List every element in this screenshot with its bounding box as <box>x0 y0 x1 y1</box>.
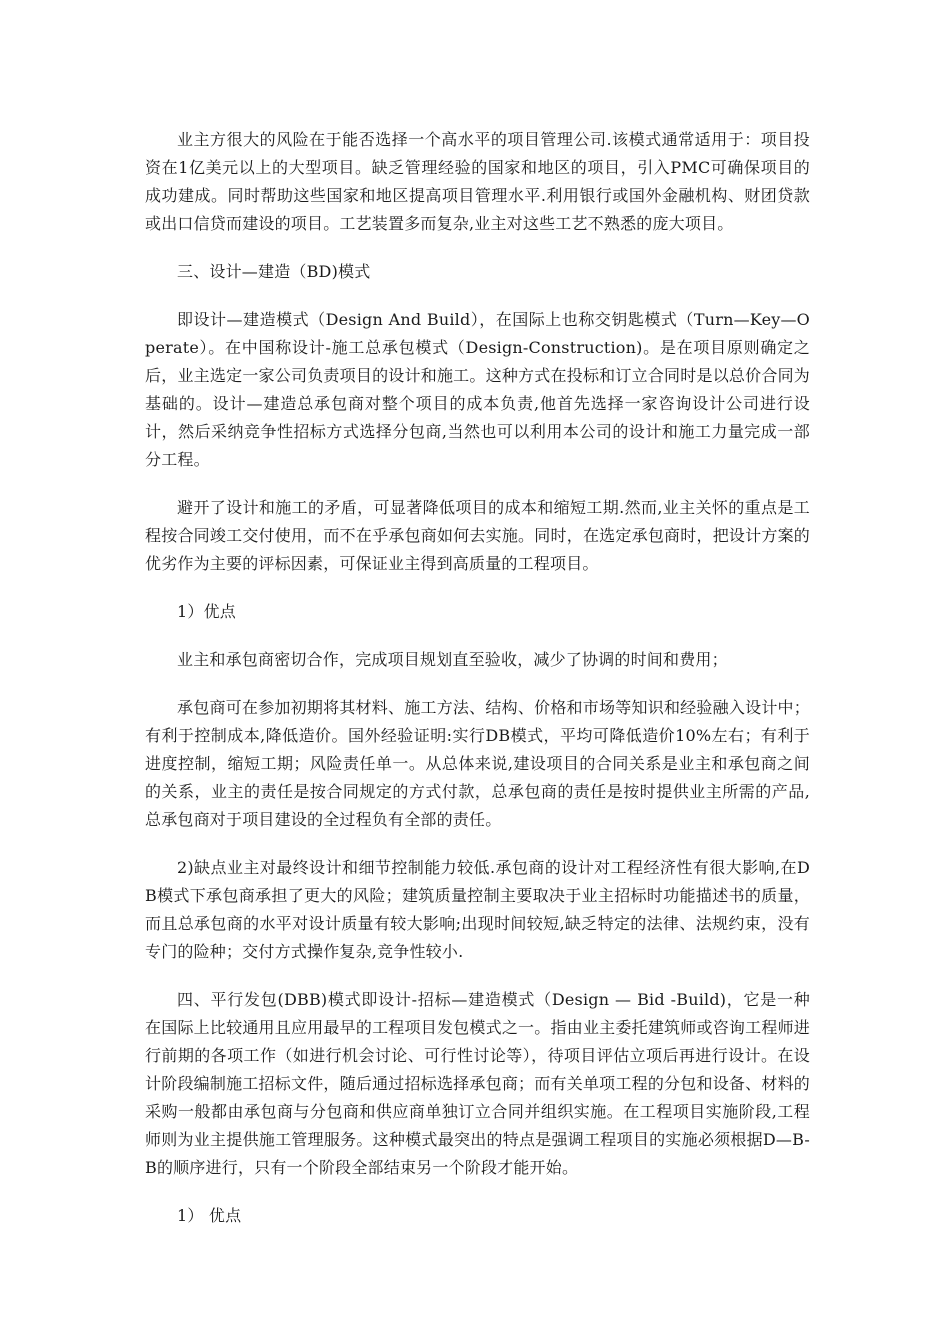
section-heading-bd: 三、设计—建造（BD)模式 <box>177 262 371 281</box>
document-body <box>145 126 810 1230</box>
paragraph-bd-definition: 即设计—建造模式（Design And Build），在国际上也称交钥匙模式（Turn—Key—Operate）。在中国称设计-施工总承包模式（Design-Construction)。是在项目原则确定之后，业主选定一家公司负责项目的设计和施工。这种方式在投标和订立合同时是以总价合同为基础的。设计—建造总承包商对整个项目的成本负责,他首先选择一家咨询设计公司进行设计，然后采纳竞争性招标方式选择分包商,当然也可以利用本公司的设计和施工力量完成一部分工程。 <box>145 310 810 469</box>
paragraph-bd-benefits: 避开了设计和施工的矛盾，可显著降低项目的成本和缩短工期.然而,业主关怀的重点是工程按合同竣工交付使用，而不在乎承包商如何去实施。同时，在选定承包商时，把设计方案的优劣作为主要的评标因素，可保证业主得到高质量的工程项目。 <box>145 498 810 573</box>
subheading-dbb-advantages: 1） 优点 <box>177 1206 242 1225</box>
paragraph-pmc-risk: 业主方很大的风险在于能否选择一个高水平的项目管理公司.该模式通常适用于：项目投资在1亿美元以上的大型项目。缺乏管理经验的国家和地区的项目，引入PMC可确保项目的成功建成。同时帮助这些国家和地区提高项目管理水平.利用银行或国外金融机构、财团贷款或出口信贷而建设的项目。工艺装置多而复杂,业主对这些工艺不熟悉的庞大项目。 <box>145 130 810 233</box>
paragraph-cooperation: 业主和承包商密切合作，完成项目规划直至验收，减少了协调的时间和费用； <box>177 650 728 669</box>
subheading-advantages: 1）优点 <box>177 602 236 621</box>
paragraph-dbb-mode: 四、平行发包(DBB)模式即设计-招标—建造模式（Design — Bid -Build)，它是一种在国际上比较通用且应用最早的工程项目发包模式之一。指由业主委托建筑师或咨询工程师进行前期的各项工作（如进行机会讨论、可行性讨论等），待项目评估立项后再进行设计。在设计阶段编制施工招标文件，随后通过招标选择承包商；而有关单项工程的分包和设备、材料的采购一般都由承包商与分包商和供应商单独订立合同并组织实施。在工程项目实施阶段,工程师则为业主提供施工管理服务。这种模式最突出的特点是强调工程项目的实施必须根据D—B-B的顺序进行，只有一个阶段全部结束另一个阶段才能开始。 <box>145 990 810 1177</box>
paragraph-contractor-advantages: 承包商可在参加初期将其材料、施工方法、结构、价格和市场等知识和经验融入设计中；有利于控制成本,降低造价。国外经验证明:实行DB模式，平均可降低造价10%左右；有利于进度控制，缩短工期；风险责任单一。从总体来说,建设项目的合同关系是业主和承包商之间的关系，业主的责任是按合同规定的方式付款，总承包商的责任是按时提供业主所需的产品,总承包商对于项目建设的全过程负有全部的责任。 <box>145 698 810 829</box>
paragraph-disadvantages: 2)缺点业主对最终设计和细节控制能力较低.承包商的设计对工程经济性有很大影响,在DB模式下承包商承担了更大的风险；建筑质量控制主要取决于业主招标时功能描述书的质量，而且总承包商的水平对设计质量有较大影响;出现时间较短,缺乏特定的法律、法规约束，没有专门的险种；交付方式操作复杂,竞争性较小. <box>145 858 810 961</box>
